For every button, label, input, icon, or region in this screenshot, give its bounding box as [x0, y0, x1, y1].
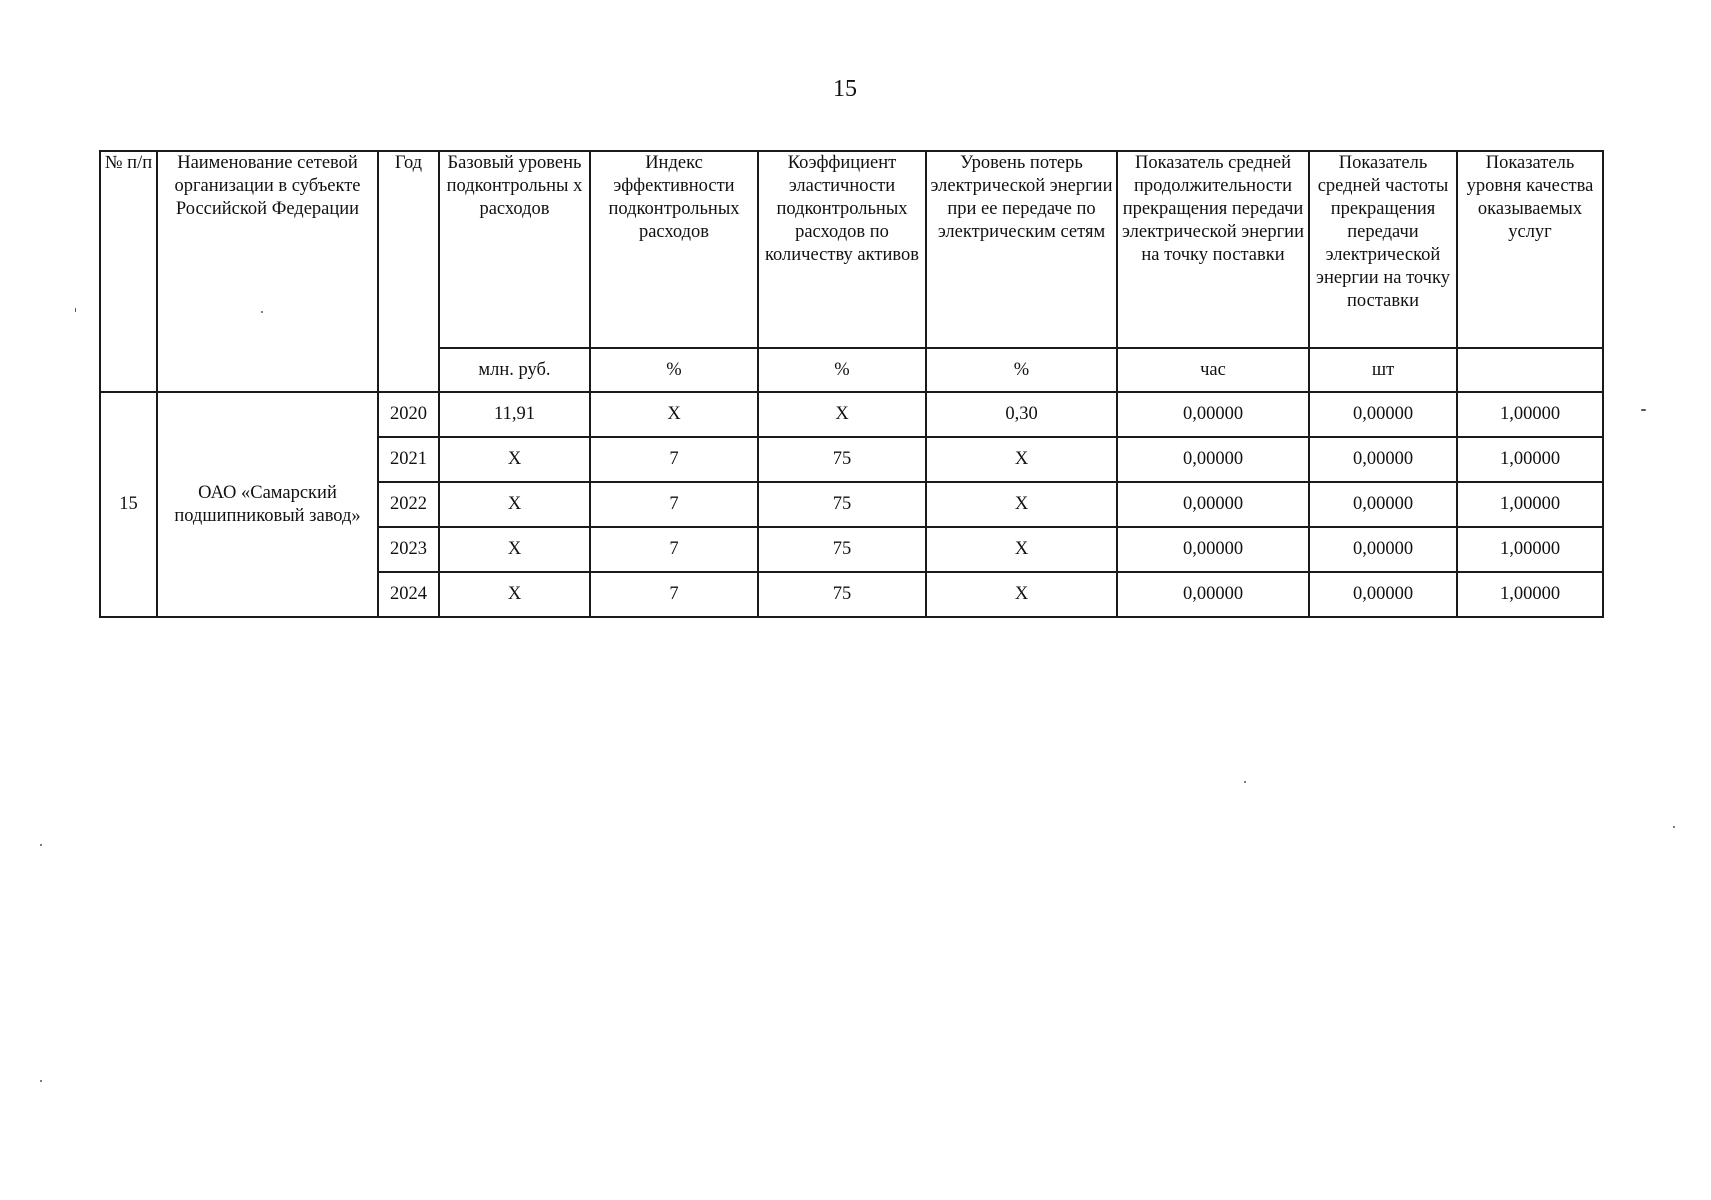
entry-number: 15 — [100, 392, 157, 617]
unit-index: % — [590, 348, 758, 392]
header-coef: Коэффициент эластичности подконтрольных расходов по количеству активов — [758, 151, 926, 348]
cell-quality: 1,00000 — [1457, 437, 1603, 482]
cell-duration: 0,00000 — [1117, 572, 1309, 617]
cell-year: 2022 — [378, 482, 439, 527]
cell-quality: 1,00000 — [1457, 482, 1603, 527]
cell-coef: 75 — [758, 527, 926, 572]
scan-speck — [40, 1080, 42, 1082]
cell-duration: 0,00000 — [1117, 482, 1309, 527]
page-number: 15 — [833, 76, 857, 102]
cell-base: Х — [439, 572, 590, 617]
cell-year: 2021 — [378, 437, 439, 482]
cell-year: 2024 — [378, 572, 439, 617]
cell-index: 7 — [590, 572, 758, 617]
header-index: Индекс эффективности подконтрольных расходов — [590, 151, 758, 348]
table-row — [100, 392, 1603, 437]
cell-year: 2023 — [378, 527, 439, 572]
header-quality: Показатель уровня качества оказываемых услуг — [1457, 151, 1603, 348]
organization-name: ОАО «Самарский подшипниковый завод» — [157, 392, 378, 617]
cell-base: Х — [439, 482, 590, 527]
scan-speck — [1641, 409, 1646, 411]
unit-loss: % — [926, 348, 1117, 392]
cell-base: 11,91 — [439, 392, 590, 437]
scan-speck — [1244, 781, 1246, 783]
cell-freq: 0,00000 — [1309, 392, 1457, 437]
cell-index: 7 — [590, 437, 758, 482]
header-base: Базовый уровень подконтрольны х расходов — [439, 151, 590, 348]
cell-loss: 0,30 — [926, 392, 1117, 437]
cell-base: Х — [439, 437, 590, 482]
cell-quality: 1,00000 — [1457, 392, 1603, 437]
cell-coef: 75 — [758, 482, 926, 527]
unit-coef: % — [758, 348, 926, 392]
header-year: Год — [378, 151, 439, 392]
cell-quality: 1,00000 — [1457, 527, 1603, 572]
cell-freq: 0,00000 — [1309, 572, 1457, 617]
header-duration: Показатель средней продолжительности прекращения передачи электрической энергии на точку поставки — [1117, 151, 1309, 348]
cell-duration: 0,00000 — [1117, 527, 1309, 572]
unit-duration: час — [1117, 348, 1309, 392]
cell-loss: Х — [926, 437, 1117, 482]
unit-base: млн. руб. — [439, 348, 590, 392]
cell-loss: Х — [926, 482, 1117, 527]
cell-freq: 0,00000 — [1309, 527, 1457, 572]
scan-speck — [261, 311, 263, 313]
cell-index: 7 — [590, 482, 758, 527]
cell-quality: 1,00000 — [1457, 572, 1603, 617]
cell-coef: 75 — [758, 437, 926, 482]
cell-base: Х — [439, 527, 590, 572]
unit-freq: шт — [1309, 348, 1457, 392]
cell-coef: Х — [758, 392, 926, 437]
header-org: Наименование сетевой организации в субъекте Российской Федерации — [157, 151, 378, 392]
indicators-table — [99, 150, 1604, 618]
header-loss: Уровень потерь электрической энергии при ее передаче по электрическим сетям — [926, 151, 1117, 348]
cell-freq: 0,00000 — [1309, 482, 1457, 527]
cell-coef: 75 — [758, 572, 926, 617]
header-freq: Показатель средней частоты прекращения передачи электрической энергии на точку поставки — [1309, 151, 1457, 348]
cell-duration: 0,00000 — [1117, 437, 1309, 482]
cell-loss: Х — [926, 527, 1117, 572]
scan-speck — [1673, 826, 1675, 828]
cell-index: 7 — [590, 527, 758, 572]
cell-duration: 0,00000 — [1117, 392, 1309, 437]
header-row — [100, 151, 1603, 348]
scan-speck — [75, 308, 76, 312]
cell-freq: 0,00000 — [1309, 437, 1457, 482]
scan-speck — [40, 844, 42, 846]
cell-year: 2020 — [378, 392, 439, 437]
header-num: № п/п — [100, 151, 157, 392]
cell-loss: Х — [926, 572, 1117, 617]
cell-index: Х — [590, 392, 758, 437]
unit-quality — [1457, 348, 1603, 392]
